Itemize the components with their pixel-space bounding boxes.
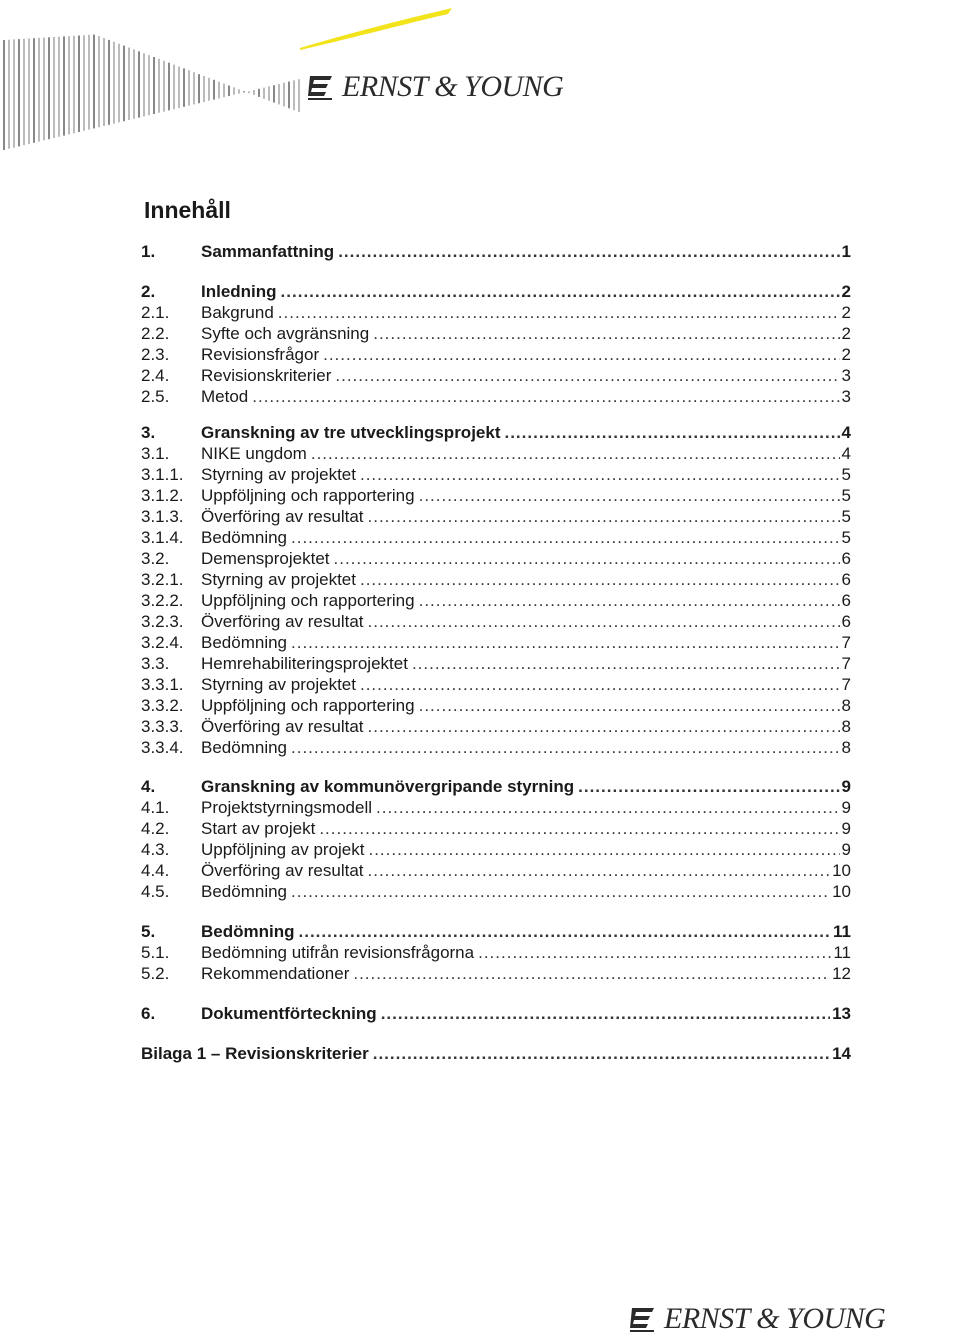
toc-entry-title: Uppföljning och rapportering xyxy=(201,696,415,715)
toc-entry-number: 3.2.2. xyxy=(141,591,184,610)
toc-entry-number: 3.1. xyxy=(141,444,170,463)
toc-entry-number: 4.4. xyxy=(141,861,170,880)
dot-leader xyxy=(504,422,839,443)
toc-entry-number: 4. xyxy=(141,777,156,796)
toc-entry-title: Bedömning xyxy=(201,922,295,941)
toc-entry-number: 1. xyxy=(141,242,156,261)
toc-entry-title: Demensprojektet xyxy=(201,549,330,568)
dot-leader xyxy=(419,695,840,716)
toc-entry-number: 3.2.1. xyxy=(141,570,184,589)
toc-entry-page: 10 xyxy=(832,882,851,901)
toc-entry-number: 5.1. xyxy=(141,943,170,962)
toc-entry-number: 2.3. xyxy=(141,345,170,364)
dot-leader xyxy=(291,632,840,653)
toc-entry xyxy=(141,695,851,716)
toc-title: Innehåll xyxy=(144,197,231,223)
dot-leader xyxy=(360,569,840,590)
toc-entry xyxy=(141,818,851,839)
toc-entry-title: Dokumentförteckning xyxy=(201,1004,377,1023)
toc-entry-title: Bedömning xyxy=(201,633,288,652)
toc-entry-number: 3.1.2. xyxy=(141,486,184,505)
dot-leader xyxy=(368,611,840,632)
toc-entry-page: 7 xyxy=(841,654,851,673)
toc-entry-title: Granskning av kommunövergripande styrning xyxy=(201,777,575,796)
dot-leader xyxy=(291,737,840,758)
toc-entry xyxy=(141,797,851,818)
dot-leader xyxy=(419,590,840,611)
toc-entry-title: Hemrehabiliteringsprojektet xyxy=(201,654,408,673)
dot-leader xyxy=(381,1003,830,1024)
dot-leader xyxy=(353,963,830,984)
toc-entry-page: 6 xyxy=(841,570,851,589)
toc-entry-page: 2 xyxy=(841,282,851,301)
toc-entry xyxy=(141,942,851,963)
toc-entry xyxy=(141,881,851,902)
toc-entry-page: 4 xyxy=(841,423,851,442)
toc-entry-page: 1 xyxy=(841,242,851,261)
dot-leader xyxy=(291,881,830,902)
toc-entry xyxy=(141,674,851,695)
toc-entry xyxy=(141,506,851,527)
toc-entry-number: 3.3.1. xyxy=(141,675,184,694)
toc-entry-title: Inledning xyxy=(201,282,277,301)
toc-entry-number: 3.1.1. xyxy=(141,465,184,484)
toc-entry-title: Styrning av projektet xyxy=(201,675,356,694)
dot-leader xyxy=(291,527,840,548)
toc-entry-number: 3.3.2. xyxy=(141,696,184,715)
toc-entry-title: Projektstyrningsmodell xyxy=(201,798,373,817)
dot-leader xyxy=(412,653,840,674)
toc-entry-page: 5 xyxy=(841,465,851,484)
dot-leader xyxy=(419,485,840,506)
ey-logo-icon xyxy=(306,74,336,100)
toc-entry-page: 6 xyxy=(841,549,851,568)
toc-entry-number: 3.2.3. xyxy=(141,612,184,631)
toc-entry-number: 3. xyxy=(141,423,156,442)
toc-entry-title: Bedömning xyxy=(201,738,288,757)
dot-leader xyxy=(323,344,839,365)
toc-entry-page: 7 xyxy=(841,675,851,694)
toc-entry-page: 2 xyxy=(841,345,851,364)
toc-entry xyxy=(141,241,851,262)
toc-entry-page: 6 xyxy=(841,591,851,610)
dot-leader xyxy=(368,716,840,737)
toc-entry-title: Överföring av resultat xyxy=(201,507,364,526)
toc-entry-title: Styrning av projektet xyxy=(201,570,356,589)
toc-entry-title: Start av projekt xyxy=(201,819,316,838)
toc-entry xyxy=(141,323,851,344)
toc-entry-title: Uppföljning och rapportering xyxy=(201,591,415,610)
toc-entry xyxy=(141,860,851,881)
toc-entry-page: 4 xyxy=(841,444,851,463)
toc-entry-title: Sammanfattning xyxy=(201,242,335,261)
toc-entry xyxy=(141,443,851,464)
dot-leader xyxy=(373,1043,830,1064)
dot-leader xyxy=(335,365,839,386)
toc-entry xyxy=(141,365,851,386)
dot-leader xyxy=(281,281,840,302)
dot-leader xyxy=(319,818,839,839)
toc-entry-page: 2 xyxy=(841,303,851,322)
toc-entry-number: 4.3. xyxy=(141,840,170,859)
toc-entry-title: Uppföljning och rapportering xyxy=(201,486,415,505)
toc-entry-number: 3.1.3. xyxy=(141,507,184,526)
dot-leader xyxy=(578,776,839,797)
toc-entry xyxy=(141,716,851,737)
toc-entry-title: Bakgrund xyxy=(201,303,274,322)
toc-entry xyxy=(141,839,851,860)
toc-entry-number: 3.3. xyxy=(141,654,170,673)
table-of-contents xyxy=(141,241,851,1064)
toc-entry-number: 2. xyxy=(141,282,156,301)
toc-entry-title: Revisionsfrågor xyxy=(201,345,320,364)
footer-logo-text: ERNST & YOUNG xyxy=(664,1302,886,1335)
toc-entry-title: Bilaga 1 – Revisionskriterier xyxy=(141,1044,369,1063)
dot-leader xyxy=(368,839,839,860)
toc-entry xyxy=(141,569,851,590)
toc-entry-page: 2 xyxy=(841,324,851,343)
toc-entry xyxy=(141,302,851,323)
dot-leader xyxy=(311,443,840,464)
toc-entry xyxy=(141,344,851,365)
toc-entry xyxy=(141,422,851,443)
toc-entry xyxy=(141,281,851,302)
toc-entry xyxy=(141,611,851,632)
toc-entry-page: 9 xyxy=(841,777,851,796)
toc-entry xyxy=(141,963,851,984)
toc-entry-page: 10 xyxy=(832,861,851,880)
header-logo-text: ERNST & YOUNG xyxy=(342,70,564,103)
header-logo xyxy=(306,70,563,104)
toc-entry-page: 9 xyxy=(841,840,851,859)
toc-entry-number: 2.1. xyxy=(141,303,170,322)
toc-entry-title: Bedömning xyxy=(201,528,288,547)
dot-leader xyxy=(376,797,840,818)
toc-entry-number: 2.5. xyxy=(141,387,170,406)
toc-entry-page: 6 xyxy=(841,612,851,631)
dot-leader xyxy=(360,464,840,485)
toc-entry-title: Rekommendationer xyxy=(201,964,350,983)
toc-entry-page: 9 xyxy=(841,798,851,817)
toc-entry-title: Styrning av projektet xyxy=(201,465,356,484)
toc-entry-page: 12 xyxy=(832,964,851,983)
toc-entry-page: 5 xyxy=(841,528,851,547)
toc-entry-number: 3.1.4. xyxy=(141,528,184,547)
toc-entry-page: 8 xyxy=(841,717,851,736)
toc-entry-page: 11 xyxy=(833,922,851,941)
toc-entry-page: 11 xyxy=(833,943,851,962)
header-stripes xyxy=(4,35,299,150)
toc-entry-page: 3 xyxy=(841,387,851,406)
dot-leader xyxy=(334,548,840,569)
toc-entry-title: NIKE ungdom xyxy=(201,444,307,463)
toc-entry xyxy=(141,485,851,506)
toc-entry-page: 13 xyxy=(832,1004,851,1023)
yellow-streak xyxy=(300,8,452,50)
toc-entry-page: 8 xyxy=(841,696,851,715)
toc-entry-number: 2.4. xyxy=(141,366,170,385)
toc-entry-page: 5 xyxy=(841,507,851,526)
toc-entry-number: 4.5. xyxy=(141,882,170,901)
toc-entry-number: 3.3.4. xyxy=(141,738,184,757)
dot-leader xyxy=(368,860,831,881)
toc-entry-title: Överföring av resultat xyxy=(201,612,364,631)
toc-entry-number: 5.2. xyxy=(141,964,170,983)
dot-leader xyxy=(278,302,840,323)
toc-entry-number: 6. xyxy=(141,1004,156,1023)
dot-leader xyxy=(338,241,839,262)
toc-entry-page: 5 xyxy=(841,486,851,505)
toc-entry xyxy=(141,653,851,674)
toc-entry-title: Överföring av resultat xyxy=(201,861,364,880)
toc-entry-page: 3 xyxy=(841,366,851,385)
toc-entry-page: 7 xyxy=(841,633,851,652)
toc-entry-title: Syfte och avgränsning xyxy=(201,324,370,343)
toc-entry-number: 3.3.3. xyxy=(141,717,184,736)
toc-entry xyxy=(141,1003,851,1024)
dot-leader xyxy=(299,921,832,942)
toc-entry xyxy=(141,776,851,797)
toc-entry-number: 4.2. xyxy=(141,819,170,838)
toc-entry xyxy=(141,1043,851,1064)
toc-entry-number: 4.1. xyxy=(141,798,170,817)
dot-leader xyxy=(360,674,840,695)
toc-entry-page: 9 xyxy=(841,819,851,838)
toc-entry-page: 8 xyxy=(841,738,851,757)
toc-entry-number: 3.2. xyxy=(141,549,170,568)
dot-leader xyxy=(368,506,840,527)
ey-logo-icon xyxy=(628,1306,658,1332)
toc-entry-number: 5. xyxy=(141,922,156,941)
toc-entry xyxy=(141,590,851,611)
toc-entry-title: Bedömning xyxy=(201,882,288,901)
toc-entry-title: Granskning av tre utvecklingsprojekt xyxy=(201,423,501,442)
toc-entry xyxy=(141,386,851,407)
toc-entry-title: Metod xyxy=(201,387,249,406)
dot-leader xyxy=(373,323,839,344)
toc-entry xyxy=(141,737,851,758)
toc-entry-title: Överföring av resultat xyxy=(201,717,364,736)
toc-entry-number: 3.2.4. xyxy=(141,633,184,652)
dot-leader xyxy=(478,942,831,963)
toc-entry-title: Uppföljning av projekt xyxy=(201,840,365,859)
toc-entry xyxy=(141,527,851,548)
toc-entry xyxy=(141,464,851,485)
toc-entry-page: 14 xyxy=(832,1044,851,1063)
toc-entry xyxy=(141,632,851,653)
dot-leader xyxy=(252,386,839,407)
toc-entry-number: 2.2. xyxy=(141,324,170,343)
footer-logo xyxy=(628,1302,885,1336)
toc-entry-title: Bedömning utifrån revisionsfrågorna xyxy=(201,943,475,962)
toc-entry-title: Revisionskriterier xyxy=(201,366,332,385)
toc-entry xyxy=(141,548,851,569)
toc-entry xyxy=(141,921,851,942)
